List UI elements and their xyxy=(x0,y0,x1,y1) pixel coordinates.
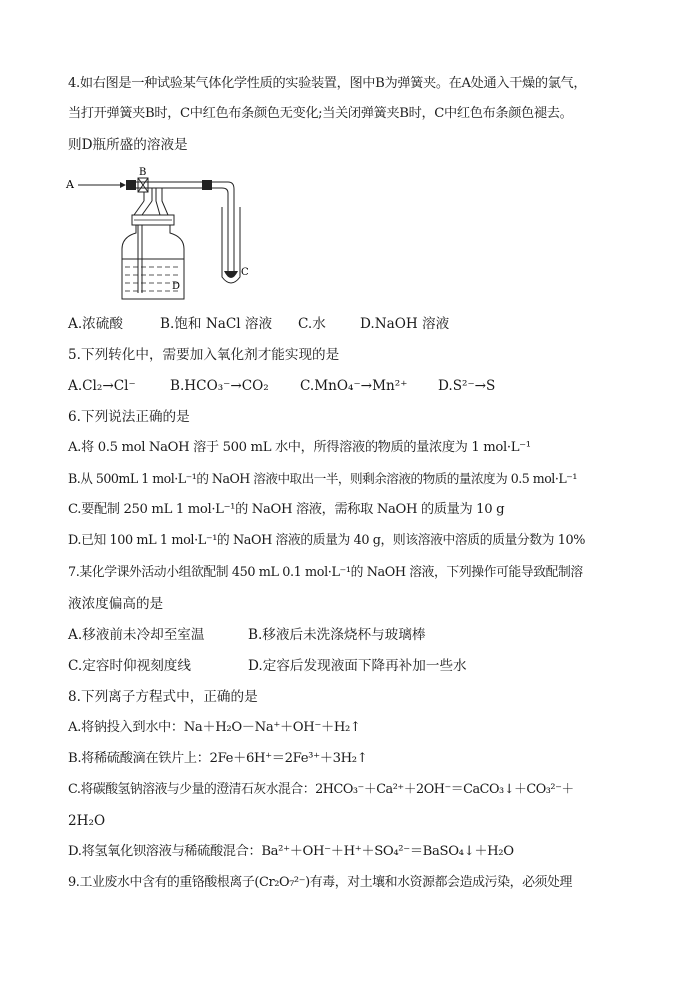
q9-line-1: 9.工业废水中含有的重铬酸根离子(Cr₂O₇²⁻)有毒，对土壤和水资源都会造成污染，必须处理 xyxy=(68,875,573,890)
q4-line-1: 4.如右图是一种试验某气体化学性质的实验装置，图中B为弹簧夹。在A处通入干燥的氯气， xyxy=(68,76,587,91)
q5-option-a[interactable]: A.Cl₂→Cl⁻ xyxy=(68,378,136,394)
q4-line-3: 则D瓶所盛的溶液是 xyxy=(68,137,188,153)
q4-option-c[interactable]: C.水 xyxy=(298,316,326,332)
q8-stem: 8.下列离子方程式中，正确的是 xyxy=(68,689,258,705)
q5-option-b[interactable]: B.HCO₃⁻→CO₂ xyxy=(170,378,269,394)
q5-stem: 5.下列转化中，需要加入氧化剂才能实现的是 xyxy=(68,347,340,363)
q8-option-c-line-2: 2H₂O xyxy=(68,813,106,829)
q7-option-b[interactable]: B.移液后未洗涤烧杯与玻璃棒 xyxy=(248,627,426,643)
q8-option-c-line-1[interactable]: C.将碳酸氢钠溶液与少量的澄清石灰水混合：2HCO₃⁻＋Ca²⁺＋2OH⁻＝CaCO₃↓＋CO₃²⁻＋ xyxy=(68,782,574,797)
q6-option-a[interactable]: A.将 0.5 mol NaOH 溶于 500 mL 水中，所得溶液的物质的量浓度为 1 mol·L⁻¹ xyxy=(68,440,531,455)
q4-option-d[interactable]: D.NaOH 溶液 xyxy=(360,316,450,332)
q4-option-b[interactable]: B.饱和 NaCl 溶液 xyxy=(160,316,273,332)
q4-line-2: 当打开弹簧夹B时，C中红色布条颜色无变化;当关闭弹簧夹B时，C中红色布条颜色褪去。 xyxy=(68,106,573,121)
q8-option-b[interactable]: B.将稀硫酸滴在铁片上：2Fe＋6H⁺＝2Fe³⁺＋3H₂↑ xyxy=(68,751,368,766)
q6-option-c[interactable]: C.要配制 250 mL 1 mol·L⁻¹的 NaOH 溶液，需称取 NaOH 的质量为 10 g xyxy=(68,502,505,517)
q7-line-1: 7.某化学课外活动小组欲配制 450 mL 0.1 mol·L⁻¹的 NaOH 溶液，下列操作可能导致配制溶 xyxy=(68,565,583,580)
q4-option-a[interactable]: A.浓硫酸 xyxy=(68,316,123,332)
q7-option-c[interactable]: C.定容时仰视刻度线 xyxy=(68,658,191,674)
label-b: B xyxy=(139,167,147,178)
label-d: D xyxy=(172,281,181,292)
q8-option-a[interactable]: A.将钠投入到水中：Na＋H₂O－Na⁺＋OH⁻＋H₂↑ xyxy=(68,720,361,735)
q5-option-d[interactable]: D.S²⁻→S xyxy=(438,378,496,394)
apparatus-diagram xyxy=(62,163,262,308)
q7-option-a[interactable]: A.移液前未冷却至室温 xyxy=(68,627,205,643)
q6-option-b[interactable]: B.从 500mL 1 mol·L⁻¹的 NaOH 溶液中取出一半，则剩余溶液的物质的量浓度为 0.5 mol·L⁻¹ xyxy=(68,471,577,486)
q7-option-d[interactable]: D.定容后发现液面下降再补加一些水 xyxy=(248,658,467,674)
q6-stem: 6.下列说法正确的是 xyxy=(68,409,190,425)
label-a: A xyxy=(66,178,74,191)
q8-option-d[interactable]: D.将氢氧化钡溶液与稀硫酸混合：Ba²⁺＋OH⁻＋H⁺＋SO₄²⁻＝BaSO₄↓＋H₂O xyxy=(68,844,514,859)
label-c: C xyxy=(241,267,249,278)
q7-line-2: 液浓度偏高的是 xyxy=(68,596,164,612)
q6-option-d[interactable]: D.已知 100 mL 1 mol·L⁻¹的 NaOH 溶液的质量为 40 g，则该溶液中溶质的质量分数为 10% xyxy=(68,533,585,548)
q5-option-c[interactable]: C.MnO₄⁻→Mn²⁺ xyxy=(300,378,408,394)
apparatus-figure xyxy=(62,163,262,308)
